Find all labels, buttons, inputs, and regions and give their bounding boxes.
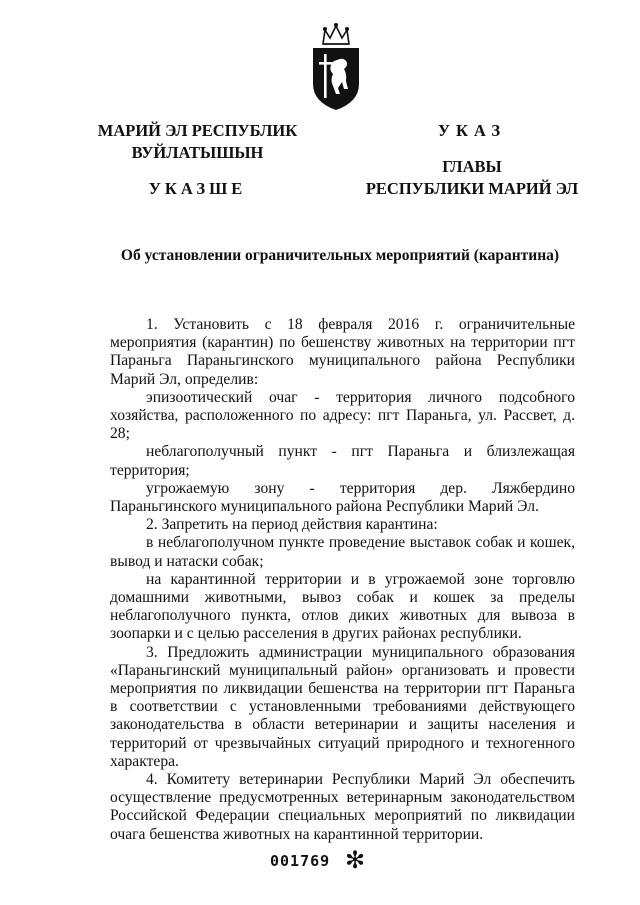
coat-of-arms-icon [307,22,365,112]
paragraph-8: 3. Предложить администрации муниципального образования «Параньгинский муниципальный район» организовать и провести мероприятия по ликвидации бешенства на территории пгт Параньга в соответствии с установленными требованиями действующего законодательства в области ветеринарии и защиты населения и территорий от чрезвычайных ситуаций природного и техногенного характера. [110,643,575,770]
header-left-doc-type: УКАЗШЕ [148,179,247,198]
header-right-line1: ГЛАВЫ [442,157,502,176]
document-body [110,316,575,844]
header-left [90,120,305,200]
paragraph-6: в неблагополучном пункте проведение выставок собак и кошек, вывод и натаски собак; [110,534,575,570]
paragraph-5: 2. Запретить на период действия карантина: [146,516,438,534]
header-left-line2: ВУЙЛАТЫШЫН [131,143,264,162]
header-left-line1: МАРИЙ ЭЛ РЕСПУБЛИК [97,121,298,140]
paragraph-2: эпизоотический очаг - территория личного подсобного хозяйства, расположенного по адресу: пгт Параньга, ул. Рассвет, д. 28; [110,388,575,443]
serial-number: 001769 [270,852,331,870]
paragraph-3: неблагополучный пункт - пгт Параньга и близлежащая территория; [110,443,575,479]
paragraph-9: 4. Комитету ветеринарии Республики Марий Эл обеспечить осуществление предусмотренных ветеринарным законодательством Российской Федерации специальных мероприятий по ликвидации очага бешенства животных на карантинной территории. [110,771,575,843]
paragraph-1: 1. Установить с 18 февраля 2016 г. ограничительные мероприятия (карантин) по бешенству животных на территории пгт Параньга Параньгинского муниципального района Республики Марий Эл, определив: [110,316,575,388]
paragraph-7: на карантинной территории и в угрожаемой зоне торговлю домашними животными, вывоз собак и кошек за пределы неблагополучного пункта, отлов диких животных для вывоза в зоопарки и с целью расселения в других районах республики. [110,570,575,643]
header-right [352,120,592,200]
header-right-line2: РЕСПУБЛИКИ МАРИЙ ЭЛ [365,179,579,198]
paragraph-4: угрожаемую зону - территория дер. Ляжбердино Параньгинского муниципального района Республики Марий Эл. [110,479,575,516]
header-right-doc-type: УКАЗ [437,121,507,140]
asterisk-mark: ✻ [345,846,366,874]
document-title: Об установлении ограничительных мероприятий (карантина) [120,247,560,264]
